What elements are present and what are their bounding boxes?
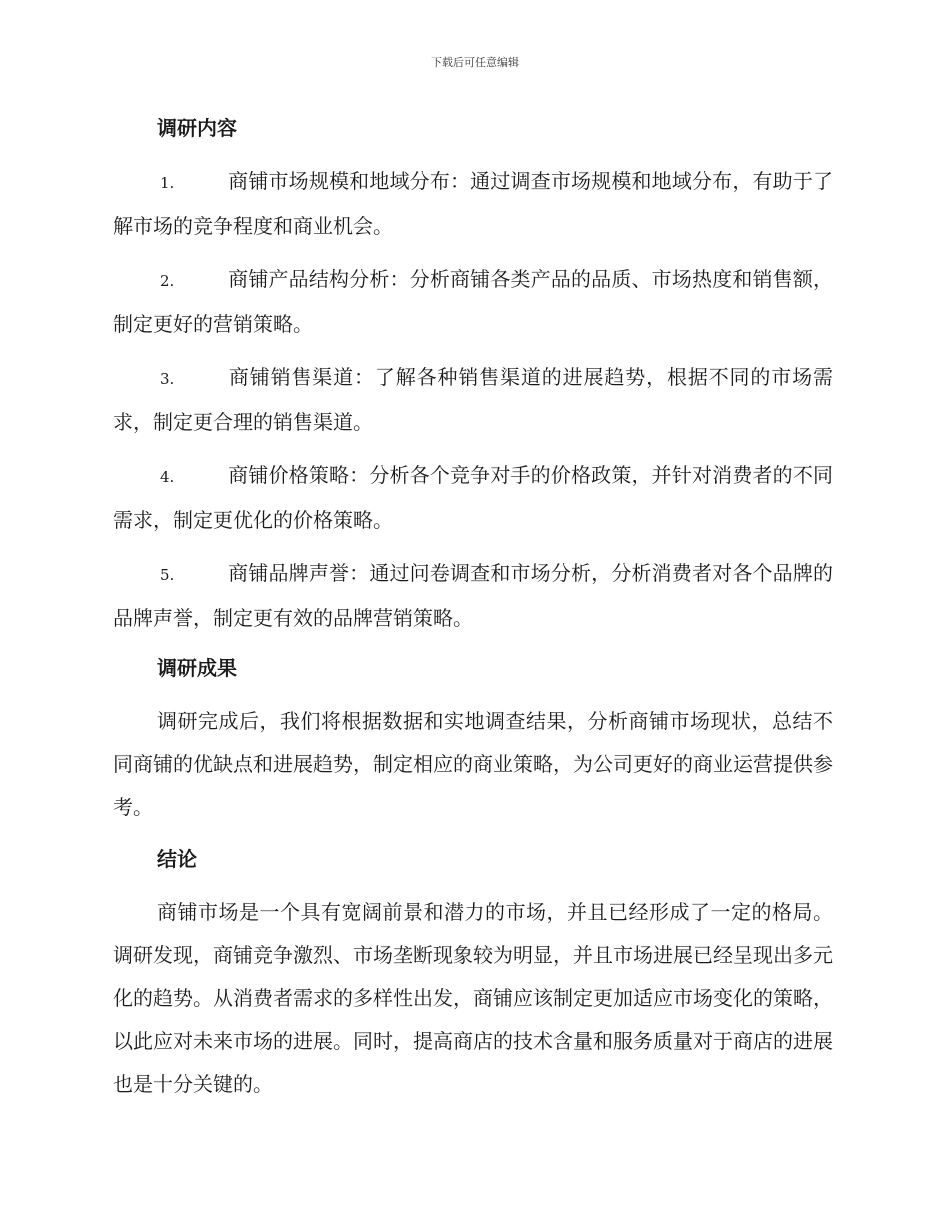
list-item-number: 1. xyxy=(160,174,175,192)
list-item-number: 2. xyxy=(160,272,175,290)
page-header-note: 下载后可任意编辑 xyxy=(431,56,519,69)
list-item xyxy=(113,356,833,444)
list-item-text: 商铺价格策略：分析各个竞争对手的价格政策，并针对消费者的不同需求，制定更优化的价格策略。 xyxy=(113,463,833,532)
list-item xyxy=(113,258,833,346)
section-heading-conclusion: 结论 xyxy=(157,847,197,871)
list-item-text: 商铺销售渠道：了解各种销售渠道的进展趋势，根据不同的市场需求，制定更合理的销售渠道。 xyxy=(113,365,833,434)
list-item-text: 商铺产品结构分析：分析商铺各类产品的品质、市场热度和销售额，制定更好的营销策略。 xyxy=(113,267,833,336)
list-item xyxy=(113,552,833,640)
list-item-number: 3. xyxy=(160,370,175,388)
list-item xyxy=(113,160,833,248)
list-item-number: 4. xyxy=(160,468,175,486)
conclusion-paragraph: 商铺市场是一个具有宽阔前景和潜力的市场，并且已经形成了一定的格局。调研发现，商铺竞争激烈、市场垄断现象较为明显，并且市场进展已经呈现出多元化的趋势。从消费者需求的多样性出发，商铺应该制定更加适应市场变化的策略，以此应对未来市场的进展。同时，提高商店的技术含量和服务质量对于商店的进展也是十分关键的。 xyxy=(113,900,833,1096)
list-item xyxy=(113,454,833,542)
list-item-number: 5. xyxy=(160,566,175,584)
document-body xyxy=(113,110,833,1118)
list-item-text: 商铺市场规模和地域分布：通过调查市场规模和地域分布，有助于了解市场的竞争程度和商业机会。 xyxy=(113,169,833,238)
section-heading-research-results: 调研成果 xyxy=(157,656,237,680)
list-item-text: 商铺品牌声誉：通过问卷调查和市场分析，分析消费者对各个品牌的品牌声誉，制定更有效的品牌营销策略。 xyxy=(113,561,833,630)
results-paragraph: 调研完成后，我们将根据数据和实地调查结果，分析商铺市场现状，总结不同商铺的优缺点和进展趋势，制定相应的商业策略，为公司更好的商业运营提供参考。 xyxy=(113,709,833,819)
section-heading-research-content: 调研内容 xyxy=(157,116,237,140)
